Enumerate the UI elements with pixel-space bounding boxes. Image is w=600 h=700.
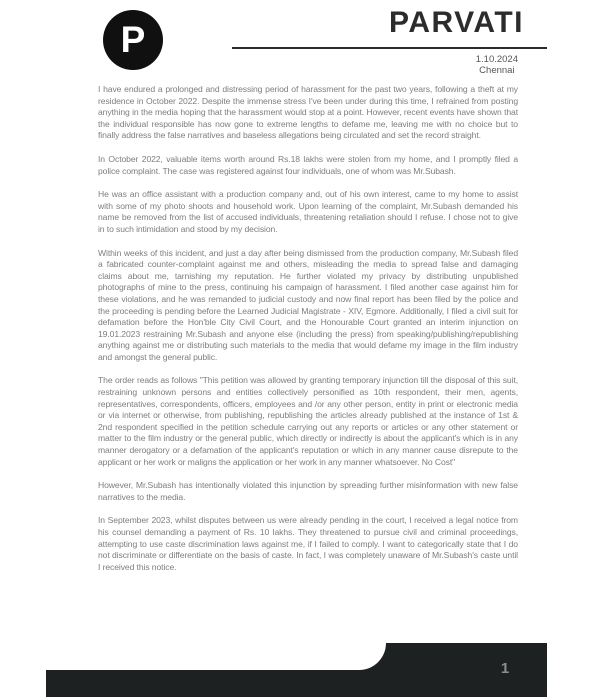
statement-paragraph: Within weeks of this incident, and just a day after being dismissed from the production company, Mr.Subash filed a fabricated counter-complaint against me and others, misleading the media to spread false and damaging claims about me, tarnishing my reputation. He further violated my privacy by distributing unpublished photographs of mine to the press, continuing his campaign of harassment. I filed another case against him for these violations, and he was remanded to judicial custody and now final report has been filed by the police and the proceeding is pending before the Learned Judicial Magistrate - XIV, Egmore. Additionally, I filed a civil suit for defamation before the Hon'ble City Civil Court, and the Honourable Court granted an interim injunction on 19.01.2023 restraining Mr.Subash and anyone else (including the press) from speaking/publishing/republishing anything against me or distributing such materials to the media that would defame my image in the film industry and amongst the general public.: [98, 247, 518, 362]
brand-title: PARVATI: [389, 6, 524, 39]
footer-bar: [46, 643, 547, 697]
statement-paragraph: In September 2023, whilst disputes between us were already pending in the court, I received a legal notice from his counsel demanding a payment of Rs. 10 lakhs. They threatened to pursue civil and criminal proceedings, attempting to use caste discrimination laws against me, if I failed to comply. I want to categorically state that I do not discriminate or differentiate on the basis of caste. In fact, I was completely unaware of Mr.Subash's caste until I received this notice.: [98, 515, 518, 572]
brand-logo-icon: [103, 10, 163, 70]
dateline: [476, 55, 518, 76]
statement-paragraph: However, Mr.Subash has intentionally violated this injunction by spreading further misinformation with new false narratives to the media.: [98, 480, 518, 502]
brand-logo-letter: P: [120, 18, 146, 60]
statement-paragraph: In October 2022, valuable items worth around Rs.18 lakhs were stolen from my home, and I promptly filed a police complaint. The case was registered against four individuals, one of whom was Mr.Subash.: [98, 153, 518, 176]
footer-shape-path: [46, 643, 547, 697]
document-city: Chennai: [479, 64, 515, 76]
document-date: 1.10.2024: [475, 54, 518, 65]
page-number: 1: [500, 660, 510, 677]
statement-body: [98, 84, 518, 585]
header-divider: [232, 47, 547, 49]
statement-paragraph: He was an office assistant with a production company and, out of his own interest, came to my home to assist with some of my photo shoots and household work. Upon learning of the complaint, Mr.Subash demanded his name be removed from the list of accused individuals, threatening retaliation should I refuse. I chose not to give in to such intimidation and stood by my decision.: [98, 189, 518, 234]
statement-paragraph: The order reads as follows "This petition was allowed by granting temporary injunction till the disposal of this suit, restraining unknown persons and entities collectively personified as 10th respondent, their men, agents, representatives, correspondents, officers, employees and /or any other person, entity in print or electronic media or via internet or otherwise, from publishing, republishing the articles already published at the instance of 1st & 2nd respondent specified in the petition schedule carrying out any reports or articles or any other statement or matter to the film industry or the general public, which directly or indirectly is about the applicant's which is in any manner derogatory or a defamation of the applicant's reputation or which in any manner cause disrepute to the applicant or her work or maligns the application or her work in any manner whatsoever. No Cost": [98, 375, 518, 467]
statement-paragraph: I have endured a prolonged and distressing period of harassment for the past two years, following a theft at my residence in October 2022. Despite the immense stress I've been under during this time, I refrained from posting anything in the media hoping that the harassment would stop at a point. However, recent events have shown that the individual responsible has now gone to extreme lengths to defame me, leaving me with no choice but to finally address the false narratives and baseless allegations being circulated and set the record straight.: [98, 84, 518, 141]
